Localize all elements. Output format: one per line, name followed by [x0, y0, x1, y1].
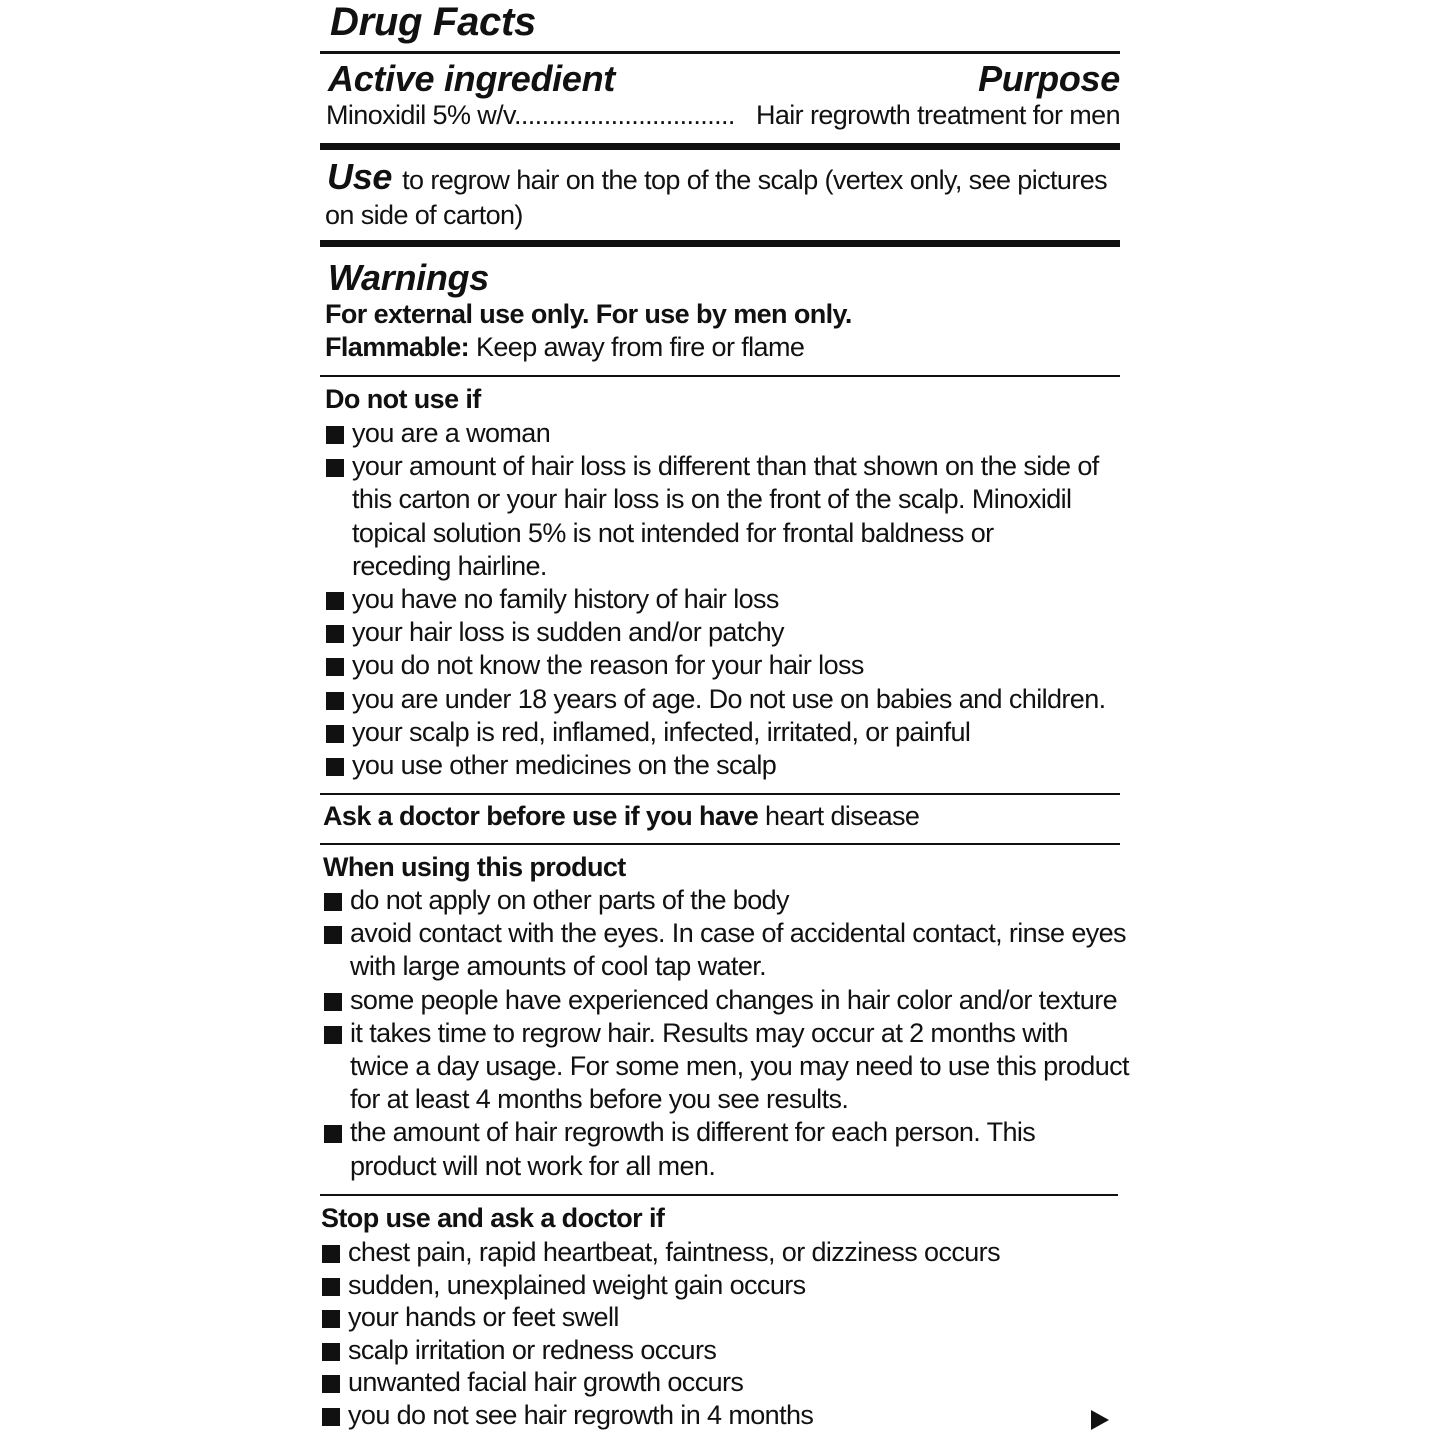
flammable-warning — [325, 331, 804, 364]
do-not-use-item — [324, 450, 1114, 583]
warnings-heading: Warnings — [328, 257, 489, 298]
square-bullet-icon — [324, 1125, 342, 1143]
square-bullet-icon — [322, 1245, 340, 1263]
stop-use-item — [320, 1301, 1110, 1334]
purpose-heading: Purpose — [978, 58, 1120, 99]
when-using-item — [322, 884, 1112, 917]
ask-doctor-bold: Ask a doctor before use if you have — [323, 801, 759, 831]
square-bullet-icon — [322, 1343, 340, 1361]
flammable-text: Keep away from fire or flame — [469, 332, 805, 362]
list-item-text: the amount of hair regrowth is different for each person. This — [350, 1117, 1036, 1148]
drug-facts-title: Drug Facts — [330, 0, 536, 44]
do-not-use-item — [324, 649, 1114, 682]
when-using-heading: When using this product — [323, 852, 626, 882]
list-item-text: your hands or feet swell — [348, 1302, 619, 1333]
list-item-text: some people have experienced changes in hair color and/or texture — [350, 984, 1118, 1015]
list-item-text: with large amounts of cool tap water. — [350, 951, 767, 982]
square-bullet-icon — [322, 1310, 340, 1328]
list-item-text: it takes time to regrow hair. Results may occur at 2 months with — [350, 1017, 1068, 1048]
square-bullet-icon — [322, 1375, 340, 1393]
use-rule — [320, 240, 1120, 247]
do-not-use-rule — [320, 793, 1120, 795]
stop-use-item — [320, 1366, 1110, 1399]
ask-doctor-rule — [320, 843, 1120, 845]
when-using-list — [322, 884, 1129, 1190]
list-item-text: product will not work for all men. — [350, 1150, 716, 1181]
ingredient-leader-dots: ................................ — [513, 100, 735, 130]
square-bullet-icon — [324, 926, 342, 944]
list-item-text: avoid contact with the eyes. In case of accidental contact, rinse eyes — [350, 918, 1126, 949]
active-ingredient-rule — [320, 143, 1120, 150]
list-item-text: do not apply on other parts of the body — [350, 885, 789, 915]
active-ingredient-heading: Active ingredient — [328, 58, 615, 99]
square-bullet-icon — [326, 459, 344, 477]
list-item-text: scalp irritation or redness occurs — [348, 1334, 717, 1365]
when-using-rule — [320, 1194, 1118, 1196]
use-text-1: to regrow hair on the top of the scalp (vertex only, see pictures — [402, 165, 1108, 195]
when-using-item — [322, 1116, 1112, 1182]
stop-use-item — [320, 1269, 1110, 1302]
list-item-text: sudden, unexplained weight gain occurs — [348, 1269, 806, 1300]
ask-doctor-line — [323, 800, 919, 833]
square-bullet-icon — [326, 758, 344, 776]
active-ingredient-row — [326, 99, 735, 132]
square-bullet-icon — [326, 692, 344, 710]
list-item-text: your amount of hair loss is different than that shown on the side of — [352, 451, 1099, 482]
do-not-use-item — [324, 417, 1114, 450]
list-item-text: topical solution 5% is not intended for frontal baldness or — [352, 517, 994, 548]
square-bullet-icon — [326, 658, 344, 676]
use-heading: Use — [327, 156, 393, 197]
do-not-use-item — [324, 583, 1114, 616]
list-item-text: receding hairline. — [352, 550, 547, 581]
list-item-text: your scalp is red, inflamed, infected, irritated, or painful — [352, 716, 971, 747]
list-item-text: you are under 18 years of age. Do not use on babies and children. — [352, 683, 1106, 714]
square-bullet-icon — [324, 993, 342, 1011]
list-item-text: twice a day usage. For some men, you may need to use this product — [350, 1050, 1129, 1081]
when-using-item — [322, 917, 1126, 983]
triangle-right-icon — [1091, 1410, 1109, 1430]
square-bullet-icon — [326, 592, 344, 610]
do-not-use-item — [324, 616, 1114, 649]
ingredient-name: Minoxidil 5% w/v — [326, 100, 514, 130]
square-bullet-icon — [322, 1278, 340, 1296]
title-rule — [320, 51, 1120, 54]
list-item-text: you use other medicines on the scalp — [352, 750, 777, 780]
list-item-text: you are a woman — [352, 418, 551, 448]
stop-use-item — [320, 1236, 1110, 1269]
when-using-item — [322, 984, 1118, 1017]
stop-use-item — [320, 1334, 1110, 1367]
list-item-text: unwanted facial hair growth occurs — [348, 1367, 744, 1398]
stop-use-list — [320, 1236, 1110, 1440]
ingredient-purpose: Hair regrowth treatment for men — [755, 100, 1120, 130]
ask-doctor-text: heart disease — [758, 801, 920, 831]
square-bullet-icon — [322, 1408, 340, 1426]
stop-use-heading: Stop use and ask a doctor if — [321, 1203, 665, 1233]
use-text-2: on side of carton) — [325, 200, 523, 230]
list-item-text: you have no family history of hair loss — [352, 584, 779, 614]
external-use-warning: For external use only. For use by men only. — [325, 299, 852, 329]
square-bullet-icon — [324, 893, 342, 911]
use-line-1 — [327, 156, 1108, 197]
list-item-text: your hair loss is sudden and/or patchy — [352, 617, 784, 648]
list-item-text: this carton or your hair loss is on the front of the scalp. Minoxidil — [352, 484, 1072, 515]
square-bullet-icon — [324, 1026, 342, 1044]
do-not-use-item — [324, 749, 1114, 782]
do-not-use-item — [324, 683, 1114, 716]
do-not-use-item — [324, 716, 1114, 749]
flammable-label: Flammable: — [325, 332, 470, 362]
drug-facts-panel — [320, 0, 1129, 1440]
warnings-rule — [320, 375, 1120, 377]
do-not-use-list — [324, 417, 1114, 787]
square-bullet-icon — [326, 625, 344, 643]
square-bullet-icon — [326, 426, 344, 444]
list-item-text: for at least 4 months before you see results. — [350, 1084, 849, 1115]
list-item-text: chest pain, rapid heartbeat, faintness, or dizziness occurs — [348, 1237, 1000, 1267]
list-item-text: you do not know the reason for your hair loss — [352, 650, 864, 681]
when-using-item — [322, 1017, 1129, 1117]
list-item-text: you do not see hair regrowth in 4 months — [348, 1400, 814, 1430]
do-not-use-heading: Do not use if — [325, 384, 481, 414]
stop-use-item — [320, 1399, 1110, 1432]
square-bullet-icon — [326, 725, 344, 743]
